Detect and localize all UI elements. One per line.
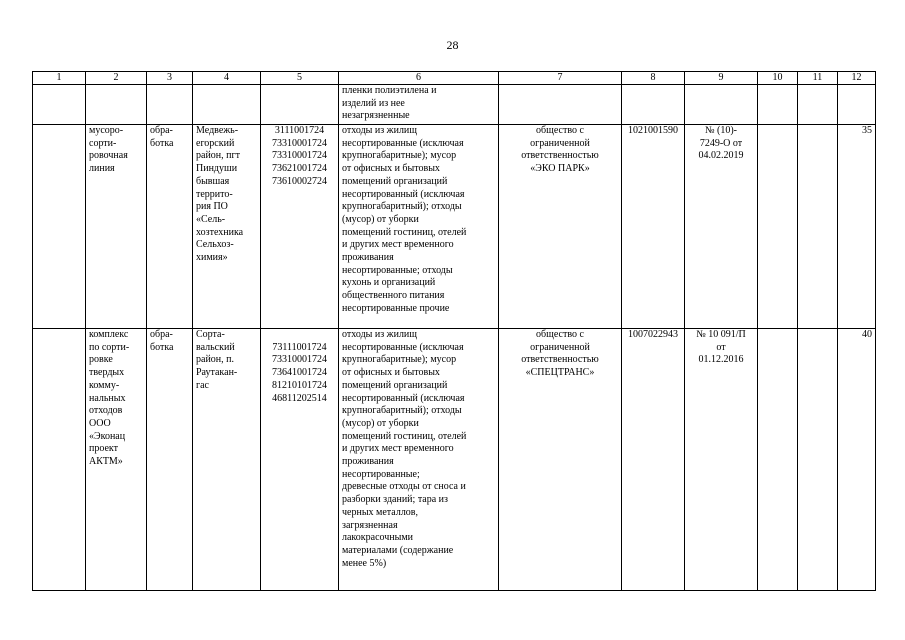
object-name-cell: мусоро- сорти- ровочная линия [86, 125, 147, 329]
column-number: 8 [622, 72, 685, 85]
inn-cell: 1007022943 [622, 329, 685, 591]
table-row [33, 125, 876, 329]
location-cell [193, 85, 261, 125]
column-11-cell [798, 125, 838, 329]
capacity-cell: 35 [838, 125, 876, 329]
table-row [33, 329, 876, 591]
column-10-cell [758, 85, 798, 125]
inn-cell: 1021001590 [622, 125, 685, 329]
purpose-cell [147, 85, 193, 125]
capacity-cell: 40 [838, 329, 876, 591]
license-cell [685, 85, 758, 125]
column-number: 10 [758, 72, 798, 85]
column-10-cell [758, 125, 798, 329]
column-number: 5 [261, 72, 339, 85]
purpose-cell: обра- ботка [147, 125, 193, 329]
operator-cell: общество с ограниченной ответственностью «СПЕЦТРАНС» [499, 329, 622, 591]
object-name-cell: комплекс по сорти- ровке твердых комму- нальных отходов ООО «Эконац проект АКТМ» [86, 329, 147, 591]
license-cell: № (10)- 7249-О от 04.02.2019 [685, 125, 758, 329]
location-cell: Медвежь- егорский район, пгт Пиндуши бывшая террито- рия ПО «Сель- хозтехника Сельхоз- химия» [193, 125, 261, 329]
header-row [33, 72, 876, 85]
row-number-cell [33, 125, 86, 329]
waste-codes-cell [261, 85, 339, 125]
waste-description-cell: отходы из жилищ несортированные (исключая крупногабаритные); мусор от офисных и бытовых помещений организаций несортированный (исключая крупногабаритный); отходы (мусор) от уборки помещений гостиниц, отелей и других мест временного проживания несортированные; отходы кухонь и организаций общественного питания несортированные прочие [339, 125, 499, 329]
waste-codes-cell: 73111001724 73310001724 73641001724 81210101724 46811202514 [261, 329, 339, 591]
capacity-cell [838, 85, 876, 125]
column-number: 12 [838, 72, 876, 85]
column-10-cell [758, 329, 798, 591]
inn-cell [622, 85, 685, 125]
column-number: 11 [798, 72, 838, 85]
row-number-cell [33, 329, 86, 591]
operator-cell [499, 85, 622, 125]
column-11-cell [798, 329, 838, 591]
column-number: 2 [86, 72, 147, 85]
column-number: 3 [147, 72, 193, 85]
object-name-cell [86, 85, 147, 125]
column-number: 7 [499, 72, 622, 85]
waste-codes-cell: 3111001724 73310001724 73310001724 73621001724 73610002724 [261, 125, 339, 329]
registry-table [32, 71, 876, 591]
table-row [33, 85, 876, 125]
column-11-cell [798, 85, 838, 125]
waste-description-cell: пленки полиэтилена и изделий из нее незагрязненные [339, 85, 499, 125]
row-number-cell [33, 85, 86, 125]
waste-description-cell: отходы из жилищ несортированные (исключая крупногабаритные); мусор от офисных и бытовых помещений организаций несортированный (исключая крупногабаритный); отходы (мусор) от уборки помещений гостиниц, отелей и других мест временного проживания несортированные; древесные отходы от сноса и разборки зданий; тара из черных металлов, загрязненная лакокрасочными материалами (содержание менее 5%) [339, 329, 499, 591]
operator-cell: общество с ограниченной ответственностью «ЭКО ПАРК» [499, 125, 622, 329]
column-number: 4 [193, 72, 261, 85]
column-number: 6 [339, 72, 499, 85]
column-number: 1 [33, 72, 86, 85]
page-number: 28 [446, 38, 459, 52]
purpose-cell: обра- ботка [147, 329, 193, 591]
license-cell: № 10 091/П от 01.12.2016 [685, 329, 758, 591]
location-cell: Сорта- вальский район, п. Раутакан- гас [193, 329, 261, 591]
column-number: 9 [685, 72, 758, 85]
